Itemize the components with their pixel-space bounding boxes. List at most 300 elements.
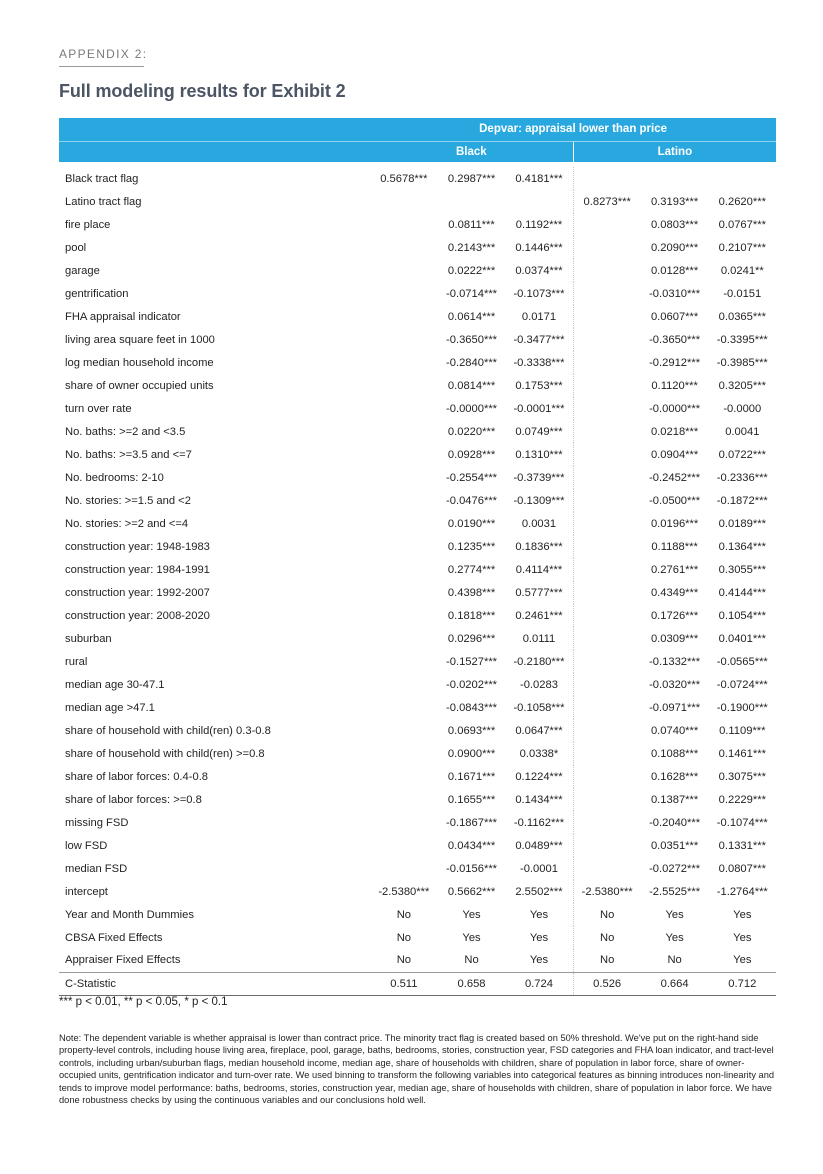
header-empty-cell — [59, 141, 370, 162]
table-cell — [573, 719, 641, 742]
table-cell — [573, 696, 641, 719]
table-cell: 0.0749*** — [515, 425, 563, 438]
table-cell: 0.1628*** — [650, 770, 699, 783]
table-cell: 0.0241** — [720, 264, 764, 277]
row-label: construction year: 1992-2007 — [65, 586, 210, 599]
table-cell — [573, 282, 641, 305]
table-cell: 2.5502*** — [515, 885, 563, 898]
table-cell: 0.3205*** — [718, 379, 766, 392]
results-table — [59, 118, 776, 996]
table-cell: 0.3055*** — [718, 563, 766, 576]
row-label: No. stories: >=1.5 and <2 — [65, 494, 191, 507]
table-row — [59, 420, 776, 443]
table-cell: -0.0001 — [519, 862, 558, 875]
table-cell: 0.4114*** — [515, 563, 563, 576]
stat-row-c-statistic — [59, 972, 776, 995]
table-cell: 0.0807*** — [718, 862, 766, 875]
table-cell — [370, 581, 438, 604]
table-cell — [573, 535, 641, 558]
table-cell: 0.1671*** — [447, 770, 496, 783]
table-cell: 0.1109*** — [719, 724, 766, 737]
table-cell: -2.5380*** — [378, 885, 430, 898]
table-cell: -0.0000*** — [446, 402, 498, 415]
row-label: share of labor forces: >=0.8 — [65, 793, 202, 806]
row-label: low FSD — [65, 839, 108, 852]
table-cell — [573, 765, 641, 788]
table-cell: 0.2229*** — [718, 793, 766, 806]
table-cell — [370, 374, 438, 397]
table-cell — [370, 673, 438, 696]
table-cell — [370, 190, 438, 213]
table-cell — [438, 190, 506, 213]
table-cell: 0.1364*** — [718, 540, 766, 553]
table-row — [59, 190, 776, 213]
table-cell: 0.0196*** — [650, 517, 699, 530]
table-cell — [370, 397, 438, 420]
table-cell: Yes — [733, 931, 752, 944]
table-cell — [573, 627, 641, 650]
table-cell — [370, 627, 438, 650]
row-label: turn over rate — [65, 402, 132, 415]
table-cell: 0.2107*** — [718, 241, 766, 254]
table-cell: 0.0434*** — [447, 839, 496, 852]
table-cell: -0.2840*** — [446, 356, 498, 369]
table-cell: -0.0565*** — [716, 655, 768, 668]
row-label: construction year: 1948-1983 — [65, 540, 210, 553]
table-cell: -0.2040*** — [649, 816, 701, 829]
table-cell: 0.0489*** — [515, 839, 563, 852]
table-row — [59, 305, 776, 328]
table-cell: -0.3395*** — [716, 333, 768, 346]
table-cell: 0.0374*** — [515, 264, 563, 277]
table-cell: 0.0128*** — [650, 264, 699, 277]
table-cell: 0.0041 — [725, 425, 760, 438]
row-label: construction year: 2008-2020 — [65, 609, 210, 622]
table-cell: Yes — [529, 931, 549, 944]
table-cell — [370, 512, 438, 535]
row-label: Latino tract flag — [65, 195, 142, 208]
table-cell — [370, 236, 438, 259]
table-row — [59, 627, 776, 650]
row-label: pool — [65, 241, 87, 254]
table-cell — [573, 512, 641, 535]
table-cell — [573, 328, 641, 351]
table-cell: 0.2143*** — [447, 241, 496, 254]
table-cell: -0.1074*** — [716, 816, 768, 829]
row-label: median age 30-47.1 — [65, 678, 165, 691]
table-cell: 0.0220*** — [447, 425, 496, 438]
table-row — [59, 328, 776, 351]
table-row — [59, 811, 776, 834]
table-row — [59, 512, 776, 535]
row-label: No. bedrooms: 2-10 — [65, 471, 164, 484]
table-cell — [573, 834, 641, 857]
appendix-label: APPENDIX 2: — [59, 47, 148, 61]
table-cell: -0.0151 — [723, 287, 762, 300]
table-cell: -0.0476*** — [446, 494, 498, 507]
table-row — [59, 535, 776, 558]
table-cell: -0.3739*** — [513, 471, 565, 484]
table-cell: 0.3075*** — [718, 770, 766, 783]
table-cell: 0.1310*** — [515, 448, 563, 461]
table-cell: -0.0320*** — [649, 678, 701, 691]
table-cell: -0.0500*** — [649, 494, 701, 507]
row-label: share of owner occupied units — [65, 379, 214, 392]
table-cell: 0.2761*** — [650, 563, 699, 576]
table-cell — [370, 765, 438, 788]
group-header-black: Black — [370, 141, 573, 162]
table-row — [59, 489, 776, 512]
table-cell: Yes — [462, 931, 481, 944]
table-cell: No — [396, 908, 411, 921]
row-label: log median household income — [65, 356, 214, 369]
table-cell: 0.0904*** — [650, 448, 699, 461]
table-cell — [573, 213, 641, 236]
table-cell — [573, 351, 641, 374]
table-cell: No — [396, 931, 411, 944]
table-cell: 0.0031 — [521, 517, 557, 530]
table-cell — [370, 696, 438, 719]
table-cell — [573, 673, 641, 696]
table-cell: 0.1726*** — [650, 609, 699, 622]
row-label: No. baths: >=3.5 and <=7 — [65, 448, 192, 461]
table-cell — [573, 857, 641, 880]
table-cell — [370, 259, 438, 282]
table-cell: -0.0001*** — [513, 402, 565, 415]
table-cell: 0.8273*** — [573, 190, 641, 213]
table-row — [59, 374, 776, 397]
table-cell: -0.3338*** — [513, 356, 565, 369]
row-label: share of household with child(ren) 0.3-0.8 — [65, 724, 271, 737]
table-cell — [370, 282, 438, 305]
table-row — [59, 213, 776, 236]
depvar-header: Depvar: appraisal lower than price — [370, 118, 776, 141]
table-cell: 0.0111 — [522, 632, 556, 645]
table-cell: No — [370, 949, 438, 972]
table-cell — [573, 466, 641, 489]
table-cell: 0.0401*** — [718, 632, 766, 645]
table-row — [59, 581, 776, 604]
row-label: garage — [65, 264, 100, 277]
table-cell — [370, 305, 438, 328]
table-cell — [573, 650, 641, 673]
table-cell: 0.0814*** — [447, 379, 496, 392]
table-cell: -0.0283 — [519, 678, 558, 691]
table-cell: 0.0647*** — [515, 724, 563, 737]
table-cell: 0.1461*** — [718, 747, 766, 760]
table-cell: -2.5525*** — [649, 885, 701, 898]
table-cell — [370, 650, 438, 673]
row-label: living area square feet in 1000 — [65, 333, 215, 346]
table-cell: -0.0971*** — [649, 701, 701, 714]
table-cell: 0.0928*** — [447, 448, 496, 461]
page-title: Full modeling results for Exhibit 2 — [59, 81, 346, 101]
table-cell: 0.1331*** — [718, 839, 766, 852]
table-cell — [573, 305, 641, 328]
table-cell: Yes — [529, 908, 549, 921]
table-cell: No — [641, 949, 709, 972]
table-cell — [370, 788, 438, 811]
table-cell: 0.0190*** — [447, 517, 496, 530]
table-row — [59, 834, 776, 857]
table-cell: 0.1224*** — [515, 770, 563, 783]
table-row — [59, 880, 776, 903]
table-cell: 0.0222*** — [447, 264, 496, 277]
table-cell: 0.0740*** — [650, 724, 699, 737]
table-cell: 0.0803*** — [650, 218, 699, 231]
stat-cell: 0.658 — [438, 972, 506, 995]
table-cell: -0.0272*** — [649, 862, 701, 875]
table-cell: -0.1073*** — [513, 287, 565, 300]
table-cell: 0.1192*** — [515, 218, 563, 231]
table-row — [59, 351, 776, 374]
table-cell — [708, 167, 776, 190]
table-cell: 0.1235*** — [447, 540, 496, 553]
row-label: median age >47.1 — [65, 701, 155, 714]
table-cell — [573, 811, 641, 834]
table-row — [59, 282, 776, 305]
table-cell: -0.0724*** — [716, 678, 768, 691]
table-cell — [370, 466, 438, 489]
table-cell: -0.2452*** — [649, 471, 701, 484]
table-cell: 0.0171 — [521, 310, 557, 323]
table-body — [59, 167, 776, 972]
table-cell: 0.0722*** — [718, 448, 766, 461]
table-cell: -0.1867*** — [446, 816, 498, 829]
row-label: FHA appraisal indicator — [65, 310, 181, 323]
table-cell: -0.2180*** — [513, 655, 565, 668]
table-cell: 0.1753*** — [515, 379, 563, 392]
stat-cell: 0.724 — [505, 972, 573, 995]
table-cell: 0.0351*** — [650, 839, 699, 852]
table-cell: 0.2461*** — [515, 609, 563, 622]
table-cell: 0.4181*** — [515, 172, 563, 185]
table-cell: 0.0811*** — [448, 218, 495, 231]
table-cell — [370, 857, 438, 880]
table-cell: Yes — [665, 908, 684, 921]
row-label: suburban — [65, 632, 112, 645]
table-cell: 0.1836*** — [515, 540, 563, 553]
table-cell: Yes — [505, 949, 573, 972]
table-cell — [370, 604, 438, 627]
table-row — [59, 604, 776, 627]
table-cell — [573, 420, 641, 443]
table-cell: 0.0365*** — [718, 310, 766, 323]
table-row — [59, 397, 776, 420]
table-row — [59, 466, 776, 489]
table-cell: 0.0900*** — [447, 747, 496, 760]
table-cell: 0.1120*** — [651, 379, 698, 392]
table-cell: 0.4349*** — [650, 586, 699, 599]
table-cell — [370, 558, 438, 581]
table-cell: 0.1818*** — [447, 609, 496, 622]
significance-legend: *** p < 0.01, ** p < 0.05, * p < 0.1 — [59, 996, 228, 1008]
row-label: gentrification — [65, 287, 129, 300]
table-cell: -0.2912*** — [649, 356, 701, 369]
row-label: No. stories: >=2 and <=4 — [65, 517, 189, 530]
row-label: fire place — [65, 218, 111, 231]
table-cell — [370, 443, 438, 466]
table-row — [59, 259, 776, 282]
stat-cell: 0.526 — [573, 972, 641, 995]
table-cell: -0.0000*** — [649, 402, 701, 415]
table-cell: 0.1054*** — [718, 609, 766, 622]
header-empty-cell — [59, 118, 370, 141]
appendix-underline — [59, 66, 144, 67]
table-row — [59, 236, 776, 259]
table-cell: 0.5777*** — [515, 586, 563, 599]
table-cell — [573, 604, 641, 627]
table-cell: No — [573, 903, 641, 926]
table-cell — [370, 742, 438, 765]
header-row-groups — [59, 141, 776, 162]
table-cell: 0.1387*** — [650, 793, 699, 806]
row-label: Black tract flag — [65, 172, 139, 185]
stat-cell: 0.712 — [708, 972, 776, 995]
table-cell: -0.0310*** — [649, 287, 701, 300]
table-cell: -0.0156*** — [446, 862, 498, 875]
table-cell: 0.1088*** — [650, 747, 699, 760]
table-cell: -0.1309*** — [513, 494, 565, 507]
row-label: Year and Month Dummies — [65, 908, 194, 921]
table-row — [59, 696, 776, 719]
table-cell: -0.1058*** — [513, 701, 565, 714]
table-cell: 0.2090*** — [650, 241, 699, 254]
group-header-latino: Latino — [573, 141, 776, 162]
table-cell: 0.1446*** — [515, 241, 563, 254]
table-cell — [370, 535, 438, 558]
table-cell — [370, 489, 438, 512]
table-cell: 0.5662*** — [447, 885, 496, 898]
table-cell — [573, 742, 641, 765]
row-label: median FSD — [65, 862, 128, 875]
table-cell: -0.3477*** — [513, 333, 565, 346]
table-cell: Yes — [462, 908, 481, 921]
table-cell — [370, 719, 438, 742]
table-row — [59, 673, 776, 696]
table-cell — [573, 443, 641, 466]
table-cell: Yes — [708, 949, 776, 972]
table-cell: 0.1188*** — [651, 540, 698, 553]
table-cell — [505, 190, 573, 213]
table-cell: -2.5380*** — [573, 880, 641, 903]
table-cell — [573, 489, 641, 512]
table-cell — [370, 420, 438, 443]
table-cell — [573, 167, 641, 190]
table-cell: 0.0693*** — [447, 724, 496, 737]
table-cell: Yes — [733, 908, 752, 921]
table-cell: -0.1527*** — [446, 655, 498, 668]
table-cell: No — [573, 949, 641, 972]
table-cell: -0.3650*** — [446, 333, 498, 346]
stat-cell: 0.511 — [370, 972, 438, 995]
table-cell: -0.0202*** — [446, 678, 498, 691]
table-cell: 0.0338* — [519, 747, 559, 760]
table-cell — [370, 328, 438, 351]
table-row — [59, 650, 776, 673]
table-cell: 0.1434*** — [515, 793, 563, 806]
row-label: C-Statistic — [59, 972, 370, 995]
table-cell: No — [573, 926, 641, 949]
table-cell — [370, 834, 438, 857]
table-cell: 0.3193*** — [650, 195, 699, 208]
table-cell: 0.0296*** — [447, 632, 496, 645]
table-cell: 0.4144*** — [718, 586, 766, 599]
header-row-depvar — [59, 118, 776, 141]
row-label: CBSA Fixed Effects — [65, 931, 163, 944]
table-row — [59, 903, 776, 926]
row-label: rural — [65, 655, 88, 668]
table-cell — [370, 213, 438, 236]
row-label: construction year: 1984-1991 — [65, 563, 210, 576]
table-cell — [370, 811, 438, 834]
table-cell — [573, 788, 641, 811]
table-cell: -0.0714*** — [446, 287, 498, 300]
table-row — [59, 949, 776, 972]
footnote: Note: The dependent variable is whether appraisal is lower than contract price. The minority tract flag is created based on 50% threshold. We've put on the right-hand side property-level controls, including house living area, fireplace, pool, garage, baths, bedrooms, stories, construction year, FSD categories and FHA loan indicator, and tract-level controls, including urban/suburban flags, median household income, median age, share of households with children, share of population in labor force, share of owner-occupied units, gentrification indicator and turn-over rate. We used binning to transform the following variables into categorical features as binning introduces non-linearity and tends to improve model performance: baths, bedrooms, stories, construction year, median age, share of households with children, share of population in labor force. We have done robustness checks by using the continuous variables and our conclusions hold well. — [59, 1033, 775, 1106]
table-row — [59, 765, 776, 788]
table-row — [59, 443, 776, 466]
table-cell: 0.0614*** — [447, 310, 496, 323]
table-cell — [573, 259, 641, 282]
row-label: share of household with child(ren) >=0.8 — [65, 747, 265, 760]
table-cell — [370, 351, 438, 374]
stat-cell: 0.664 — [641, 972, 709, 995]
stat-body — [59, 972, 776, 995]
table-cell: -1.2764*** — [716, 885, 768, 898]
table-cell: 0.1655*** — [447, 793, 496, 806]
table-cell: 0.2620*** — [718, 195, 766, 208]
row-label: missing FSD — [65, 816, 129, 829]
row-label: Appraiser Fixed Effects — [59, 949, 370, 972]
table-cell: -0.1900*** — [716, 701, 768, 714]
table-cell: 0.5678*** — [380, 172, 428, 185]
table-cell: -0.3650*** — [649, 333, 701, 346]
table-cell: -0.0000 — [723, 402, 762, 415]
table-cell: -0.1162*** — [513, 816, 565, 829]
table-row — [59, 742, 776, 765]
table-cell — [573, 581, 641, 604]
table-cell: 0.4398*** — [447, 586, 496, 599]
table-row — [59, 558, 776, 581]
table-cell: 0.2987*** — [447, 172, 496, 185]
row-label: share of labor forces: 0.4-0.8 — [65, 770, 209, 783]
table-cell — [573, 374, 641, 397]
table-cell: 0.0767*** — [718, 218, 766, 231]
table-cell — [573, 397, 641, 420]
table-cell: 0.0607*** — [650, 310, 699, 323]
table-cell: No — [438, 949, 506, 972]
table-row — [59, 719, 776, 742]
table-cell: 0.0218*** — [650, 425, 699, 438]
table-cell: -0.1872*** — [716, 494, 768, 507]
table-cell: Yes — [665, 931, 684, 944]
table-cell: -0.0843*** — [446, 701, 498, 714]
table-row — [59, 788, 776, 811]
table-cell — [641, 167, 709, 190]
table-row — [59, 167, 776, 190]
table-cell: -0.3985*** — [716, 356, 768, 369]
table-cell: -0.2554*** — [446, 471, 498, 484]
table-cell — [573, 236, 641, 259]
table-cell: 0.2774*** — [447, 563, 496, 576]
table-cell — [573, 558, 641, 581]
row-label: intercept — [65, 885, 108, 898]
table-row — [59, 857, 776, 880]
row-label: No. baths: >=2 and <3.5 — [65, 425, 186, 438]
table-row — [59, 926, 776, 949]
table-cell: -0.1332*** — [649, 655, 701, 668]
